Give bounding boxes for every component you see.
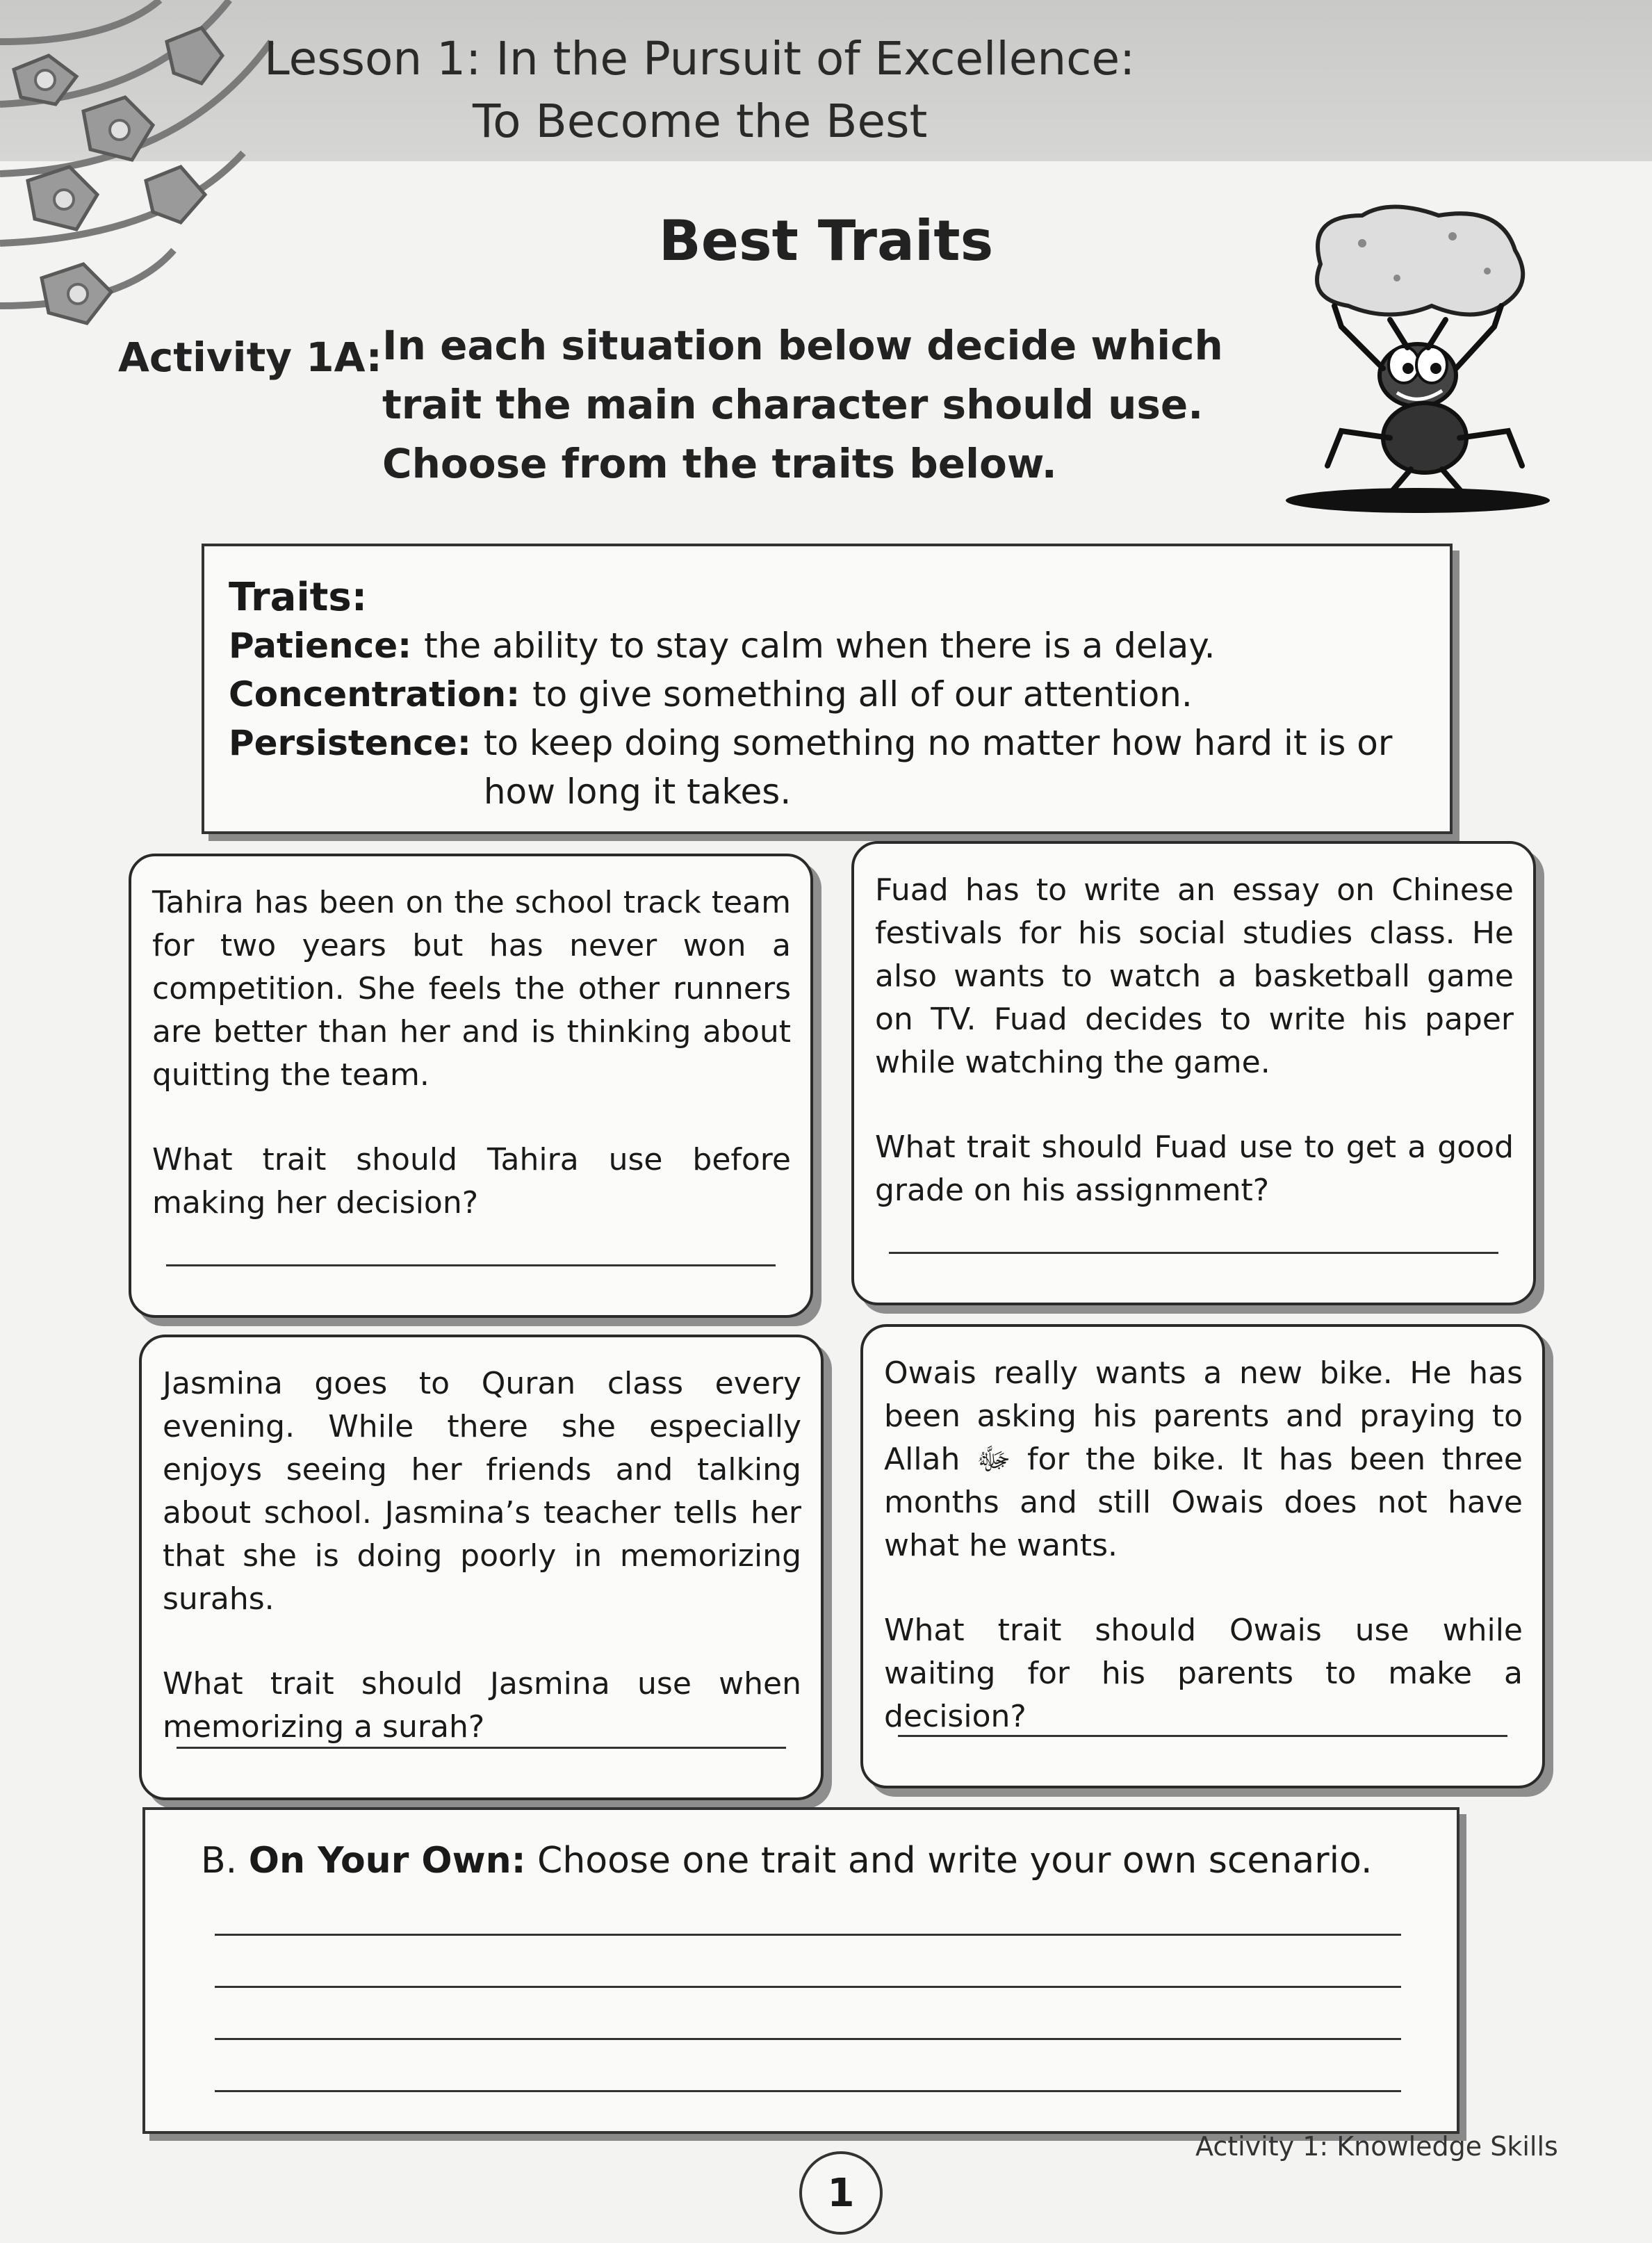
ornament-decoration xyxy=(0,0,292,354)
writing-line[interactable] xyxy=(215,1934,1401,1936)
answer-line[interactable] xyxy=(177,1747,786,1749)
answer-line[interactable] xyxy=(889,1252,1498,1254)
scenario-story: Tahira has been on the school track team for two years but has never won a competition. She feels the other runners are better than her and is thinking about quitting the team. xyxy=(152,885,791,1093)
scenario-card-fuad xyxy=(851,841,1536,1305)
trait-persistence xyxy=(229,719,1425,816)
writing-line[interactable] xyxy=(215,1986,1401,1988)
trait-definition: to give something all of our attention. xyxy=(532,674,1193,715)
writing-line[interactable] xyxy=(215,2090,1401,2092)
activity-instructions: In each situation below decide which trait the main character should use. Choose from the traits below. xyxy=(382,322,1223,487)
scenario-card-tahira xyxy=(129,854,813,1318)
on-your-own-box xyxy=(142,1807,1459,2134)
scenario-question: What trait should Owais use while waiting for his parents to make a decision? xyxy=(884,1613,1523,1734)
scenario-story: Fuad has to write an essay on Chinese festivals for his social studies class. He also wants to watch a basketball game on TV. Fuad decides to write his paper while watching the game. xyxy=(875,872,1514,1080)
scenario-question: What trait should Tahira use before making her decision? xyxy=(152,1142,791,1221)
scenario-card-owais xyxy=(860,1324,1545,1788)
trait-name: Patience: xyxy=(229,626,412,666)
on-your-own-label: On Your Own: xyxy=(248,1840,526,1882)
writing-line[interactable] xyxy=(215,2038,1401,2040)
scenario-story: Owais really wants a new bike. He has been asking his parents and praying to Allah ﷻ for the bike. It has been three months and still Owais does not have what he wants. xyxy=(884,1355,1523,1563)
answer-line[interactable] xyxy=(166,1264,776,1266)
lesson-title-line2: To Become the Best xyxy=(473,95,928,148)
trait-name: Concentration: xyxy=(229,674,521,715)
ant-mascot-illustration xyxy=(1279,202,1557,514)
scenario-card-jasmina xyxy=(139,1335,824,1800)
trait-name: Persistence: xyxy=(229,723,471,763)
footer-activity-skill: Activity 1: Knowledge Skills xyxy=(1195,2131,1558,2162)
page-number: 1 xyxy=(799,2151,883,2235)
scenario-question: What trait should Jasmina use when memorizing a surah? xyxy=(163,1666,801,1745)
trait-definition: the ability to stay calm when there is a delay. xyxy=(424,626,1216,666)
on-your-own-instruction: Choose one trait and write your own scenario. xyxy=(537,1840,1373,1882)
lesson-title xyxy=(264,28,1135,153)
on-your-own-prompt xyxy=(201,1836,1401,1885)
trait-definition: to keep doing something no matter how hard it is or how long it takes. xyxy=(483,723,1393,812)
page-heading: Best Traits xyxy=(658,209,994,273)
section-letter: B. xyxy=(201,1840,238,1882)
trait-patience xyxy=(229,621,1425,670)
traits-box xyxy=(202,544,1453,834)
lesson-title-line1: Lesson 1: In the Pursuit of Excellence: xyxy=(264,32,1136,85)
activity-label: Activity 1A: xyxy=(118,334,382,381)
trait-concentration xyxy=(229,670,1425,719)
scenario-story: Jasmina goes to Quran class every evening. While there she especially enjoys seeing her friends and talking about school. Jasmina’s teacher tells her that she is doing poorly in memorizing surahs. xyxy=(163,1366,801,1617)
scenario-question: What trait should Fuad use to get a good grade on his assignment? xyxy=(875,1129,1514,1208)
traits-title: Traits: xyxy=(229,575,368,620)
answer-line[interactable] xyxy=(898,1735,1507,1737)
